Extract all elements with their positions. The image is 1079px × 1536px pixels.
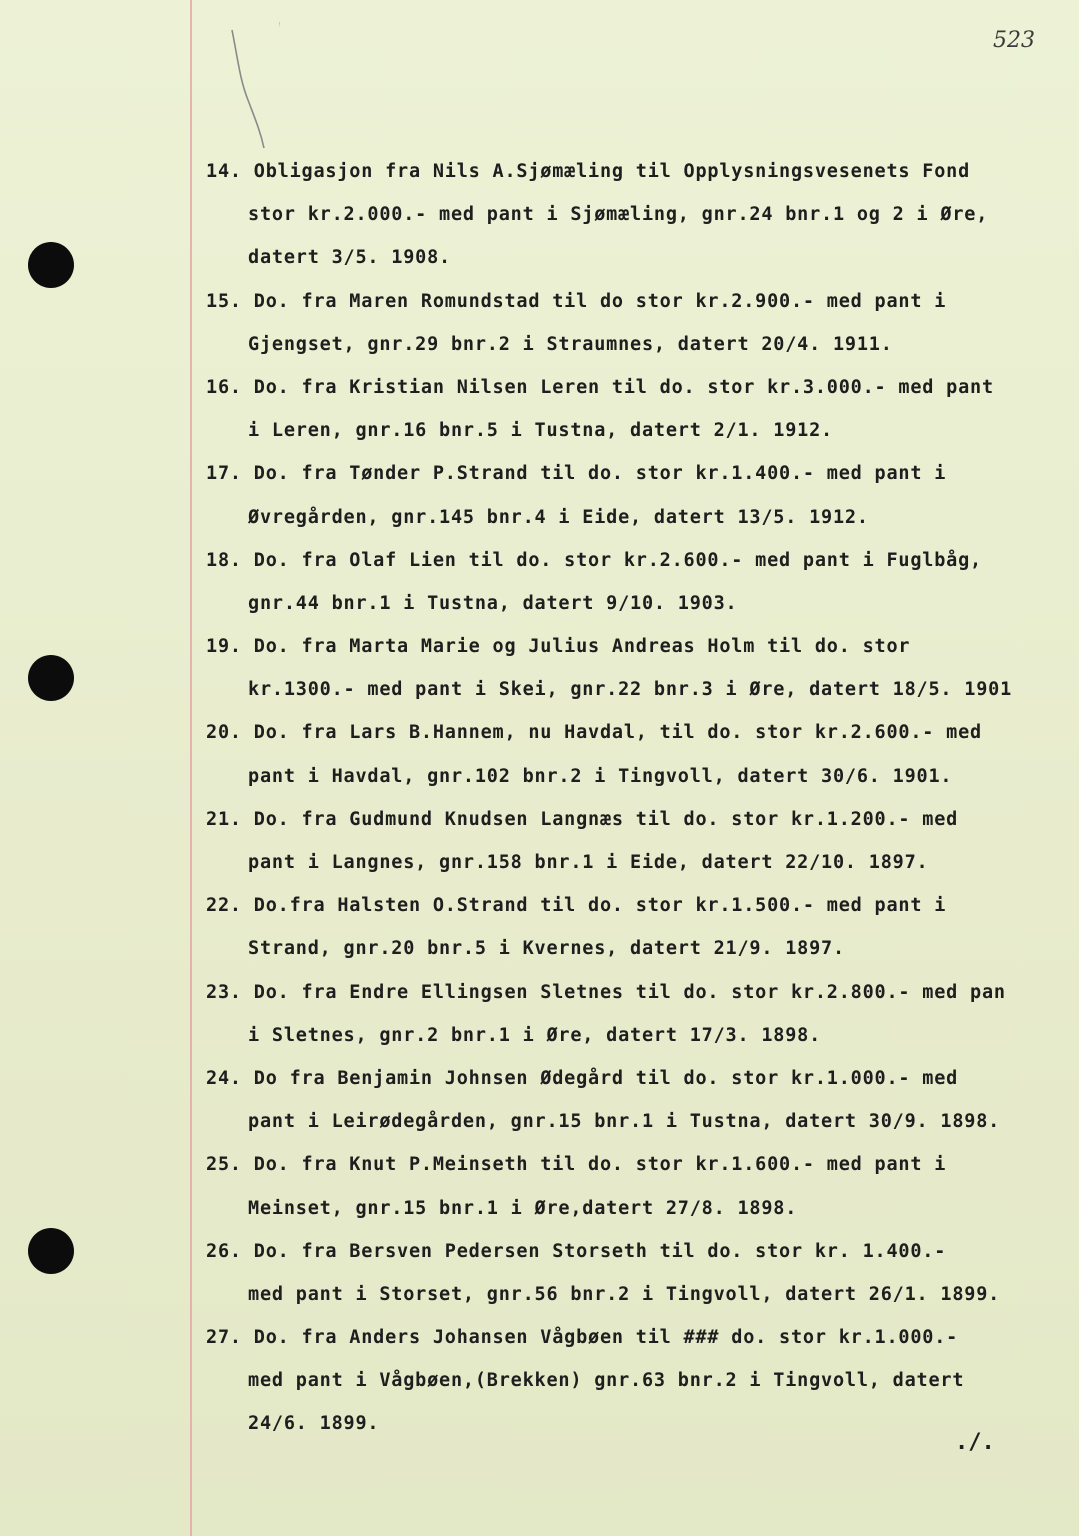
ledger-entry xyxy=(206,539,1066,625)
entry-first-line: 22. Do.fra Halsten O.Strand til do. stor kr.1.500.- med pant i xyxy=(206,895,947,917)
entry-continuation-line: i Leren, gnr.16 bnr.5 i Tustna, datert 2/1. 1912. xyxy=(248,420,833,442)
entry-first-line: 25. Do. fra Knut P.Meinseth til do. stor kr.1.600.- med pant i xyxy=(206,1154,947,1176)
ledger-entry xyxy=(206,1143,1066,1229)
entry-continuation-line: i Sletnes, gnr.2 bnr.1 i Øre, datert 17/3. 1898. xyxy=(248,1024,822,1046)
entry-continuation-line: kr.1300.- med pant i Skei, gnr.22 bnr.3 i Øre, datert 18/5. 1901 xyxy=(248,679,1013,701)
ledger-entry xyxy=(206,971,1066,1057)
binder-hole xyxy=(28,1228,74,1274)
entry-continuation-line: 24/6. 1899. xyxy=(248,1413,380,1435)
entry-list xyxy=(206,150,1066,1446)
page-number: 523 xyxy=(993,28,1035,53)
entry-first-line: 21. Do. fra Gudmund Knudsen Langnæs til do. stor kr.1.200.- med xyxy=(206,808,959,830)
entry-first-line: 24. Do fra Benjamin Johnsen Ødegård til do. stor kr.1.000.- med xyxy=(206,1067,959,1089)
entry-first-line: 19. Do. fra Marta Marie og Julius Andreas Holm til do. stor xyxy=(206,636,911,658)
entry-continuation-line: Gjengset, gnr.29 bnr.2 i Straumnes, datert 20/4. 1911. xyxy=(248,333,893,355)
ledger-entry xyxy=(206,280,1066,366)
entry-continuation-line: stor kr.2.000.- med pant i Sjømæling, gnr.24 bnr.1 og 2 i Øre, xyxy=(248,204,989,226)
ledger-entry xyxy=(206,366,1066,452)
binder-hole xyxy=(28,242,74,288)
entry-continuation-line: pant i Langnes, gnr.158 bnr.1 i Eide, datert 22/10. 1897. xyxy=(248,852,929,873)
entry-first-line: 14. Obligasjon fra Nils A.Sjømæling til Opplysningsvesenets Fond xyxy=(206,161,971,182)
entry-first-line: 26. Do. fra Bersven Pedersen Storseth til do. stor kr. 1.400.- xyxy=(206,1240,947,1262)
entry-first-line: 17. Do. fra Tønder P.Strand til do. stor kr.1.400.- med pant i xyxy=(206,463,947,485)
ledger-entry xyxy=(206,798,1066,884)
entry-continuation-line: pant i Leirødegården, gnr.15 bnr.1 i Tustna, datert 30/9. 1898. xyxy=(248,1111,1001,1133)
ledger-entry xyxy=(206,625,1066,711)
entry-first-line: 27. Do. fra Anders Johansen Vågbøen til ### do. stor kr.1.000.- xyxy=(206,1327,959,1349)
entry-first-line: 20. Do. fra Lars B.Hannem, nu Havdal, til do. stor kr.2.600.- med xyxy=(206,722,982,744)
ledger-entry xyxy=(206,452,1066,538)
ledger-entry xyxy=(206,884,1066,970)
pencil-scribble xyxy=(220,20,280,160)
entry-continuation-line: Øvregården, gnr.145 bnr.4 i Eide, datert 13/5. 1912. xyxy=(248,506,869,528)
entry-continuation-line: Strand, gnr.20 bnr.5 i Kvernes, datert 21/9. 1897. xyxy=(248,938,845,960)
entry-first-line: 16. Do. fra Kristian Nilsen Leren til do. stor kr.3.000.- med pant xyxy=(206,376,994,398)
end-mark: ./. xyxy=(955,1430,995,1455)
entry-first-line: 23. Do. fra Endre Ellingsen Sletnes til do. stor kr.2.800.- med pan xyxy=(206,981,1006,1003)
ledger-entry xyxy=(206,1316,1066,1446)
entry-first-line: 18. Do. fra Olaf Lien til do. stor kr.2.600.- med pant i Fuglbåg, xyxy=(206,549,982,571)
entry-continuation-line: datert 3/5. 1908. xyxy=(248,247,451,269)
ledger-entry xyxy=(206,1230,1066,1316)
entry-continuation-line: pant i Havdal, gnr.102 bnr.2 i Tingvoll, datert 30/6. 1901. xyxy=(248,765,953,787)
ledger-entry xyxy=(206,150,1066,280)
ledger-entry xyxy=(206,1057,1066,1143)
entry-continuation-line: Meinset, gnr.15 bnr.1 i Øre,datert 27/8. 1898. xyxy=(248,1197,798,1219)
entry-continuation-line: gnr.44 bnr.1 i Tustna, datert 9/10. 1903. xyxy=(248,592,738,614)
binder-hole xyxy=(28,655,74,701)
ledger-entry xyxy=(206,711,1066,797)
margin-rule xyxy=(190,0,192,1536)
entry-continuation-line: med pant i Storset, gnr.56 bnr.2 i Tingvoll, datert 26/1. 1899. xyxy=(248,1283,1001,1305)
entry-first-line: 15. Do. fra Maren Romundstad til do stor kr.2.900.- med pant i xyxy=(206,290,947,312)
entry-continuation-line: med pant i Vågbøen,(Brekken) gnr.63 bnr.2 i Tingvoll, datert xyxy=(248,1370,965,1392)
